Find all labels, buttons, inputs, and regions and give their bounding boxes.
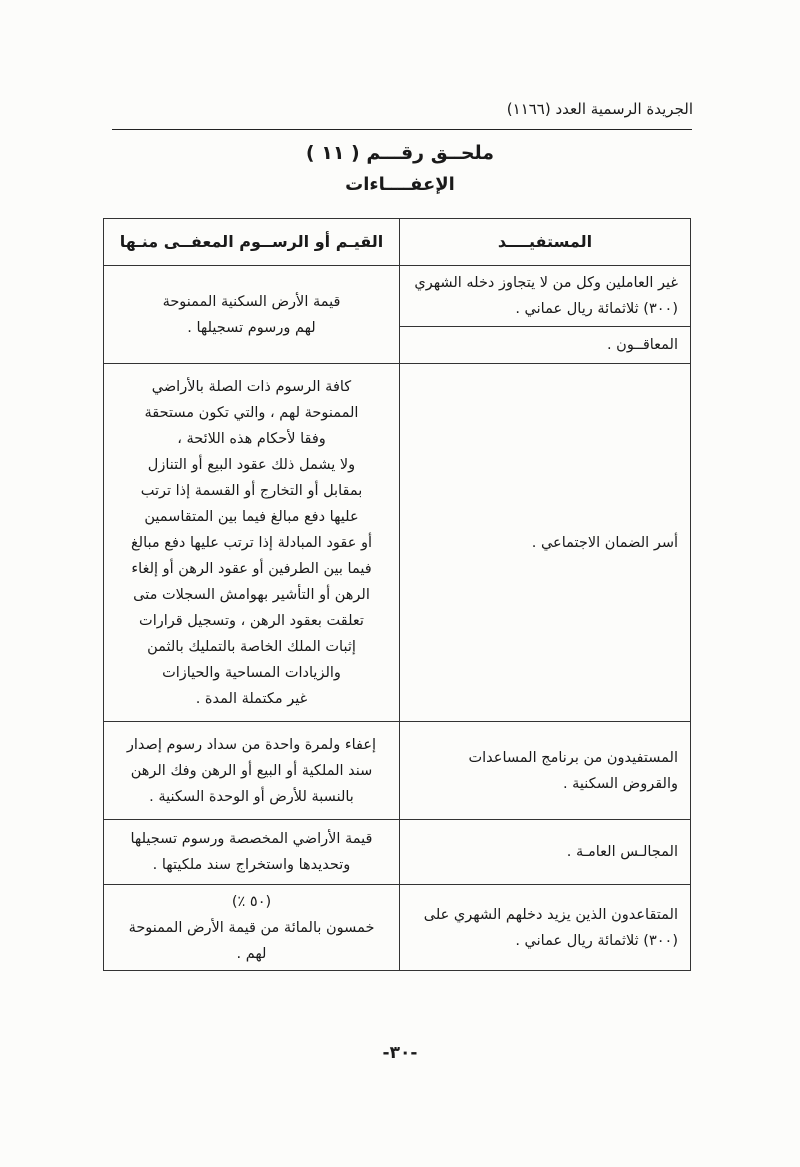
- beneficiary-cell: المستفيدون من برنامج المساعدات والقروض السكنية .: [400, 722, 691, 820]
- beneficiary-cell: غير العاملين وكل من لا يتجاوز دخله الشهري (٣٠٠) ثلاثمائة ريال عماني .: [400, 266, 691, 327]
- table-header-row: [104, 219, 691, 266]
- table-row: [104, 364, 691, 722]
- beneficiary-cell: أسر الضمان الاجتماعي .: [400, 364, 691, 722]
- table-row: [104, 820, 691, 885]
- fees-cell: إعفاء ولمرة واحدة من سداد رسوم إصدار سند الملكية أو البيع أو الرهن وفك الرهن بالنسبة للأرض أو الوحدة السكنية .: [104, 722, 400, 820]
- annex-subtitle: الإعفــــاءات: [345, 174, 455, 195]
- page-number: -٣٠-: [382, 1043, 418, 1063]
- beneficiary-cell: المعاقــون .: [400, 327, 691, 364]
- running-header: الجريدة الرسمية العدد (١١٦٦): [506, 100, 693, 118]
- beneficiary-cell: المتقاعدون الذين يزيد دخلهم الشهري على (٣٠٠) ثلاثمائة ريال عماني .: [400, 885, 691, 971]
- annex-title: ملحــق رقـــم ( ١١ ): [305, 142, 495, 164]
- fees-cell: قيمة الأراضي المخصصة ورسوم تسجيلها وتحديدها واستخراج سند ملكيتها .: [104, 820, 400, 885]
- table-row: [104, 266, 691, 327]
- fees-cell: (٥٠ ٪) خمسون بالمائة من قيمة الأرض الممنوحة لهم .: [104, 885, 400, 971]
- fees-cell: قيمة الأرض السكنية الممنوحة لهم ورسوم تسجيلها .: [104, 266, 400, 364]
- header-rule: [112, 129, 692, 130]
- table-row: [104, 722, 691, 820]
- beneficiary-cell: المجالـس العامـة .: [400, 820, 691, 885]
- table-row: [104, 885, 691, 971]
- column-header-fees: القيـم أو الرســوم المعفــى منـها: [104, 219, 400, 266]
- exemptions-table: [103, 218, 691, 971]
- column-header-beneficiary: المستفيــــد: [400, 219, 691, 266]
- fees-cell: كافة الرسوم ذات الصلة بالأراضي الممنوحة لهم ، والتي تكون مستحقة وفقا لأحكام هذه اللائحة ، ولا يشمل ذلك عقود البيع أو التنازل بمقابل أو التخارج أو القسمة إذا ترتب عليها دفع مبالغ فيما بين المتقاسمين أو عقود المبادلة إذا ترتب عليها دفع مبالغ فيما بين الطرفين أو عقود الرهن أو إلغاء الرهن أو التأشير بهوامش السجلات متى تعلقت بعقود الرهن ، وتسجيل قرارات إثبات الملك الخاصة بالتمليك بالثمن والزيادات المساحية والحيازات غير مكتملة المدة .: [104, 364, 400, 722]
